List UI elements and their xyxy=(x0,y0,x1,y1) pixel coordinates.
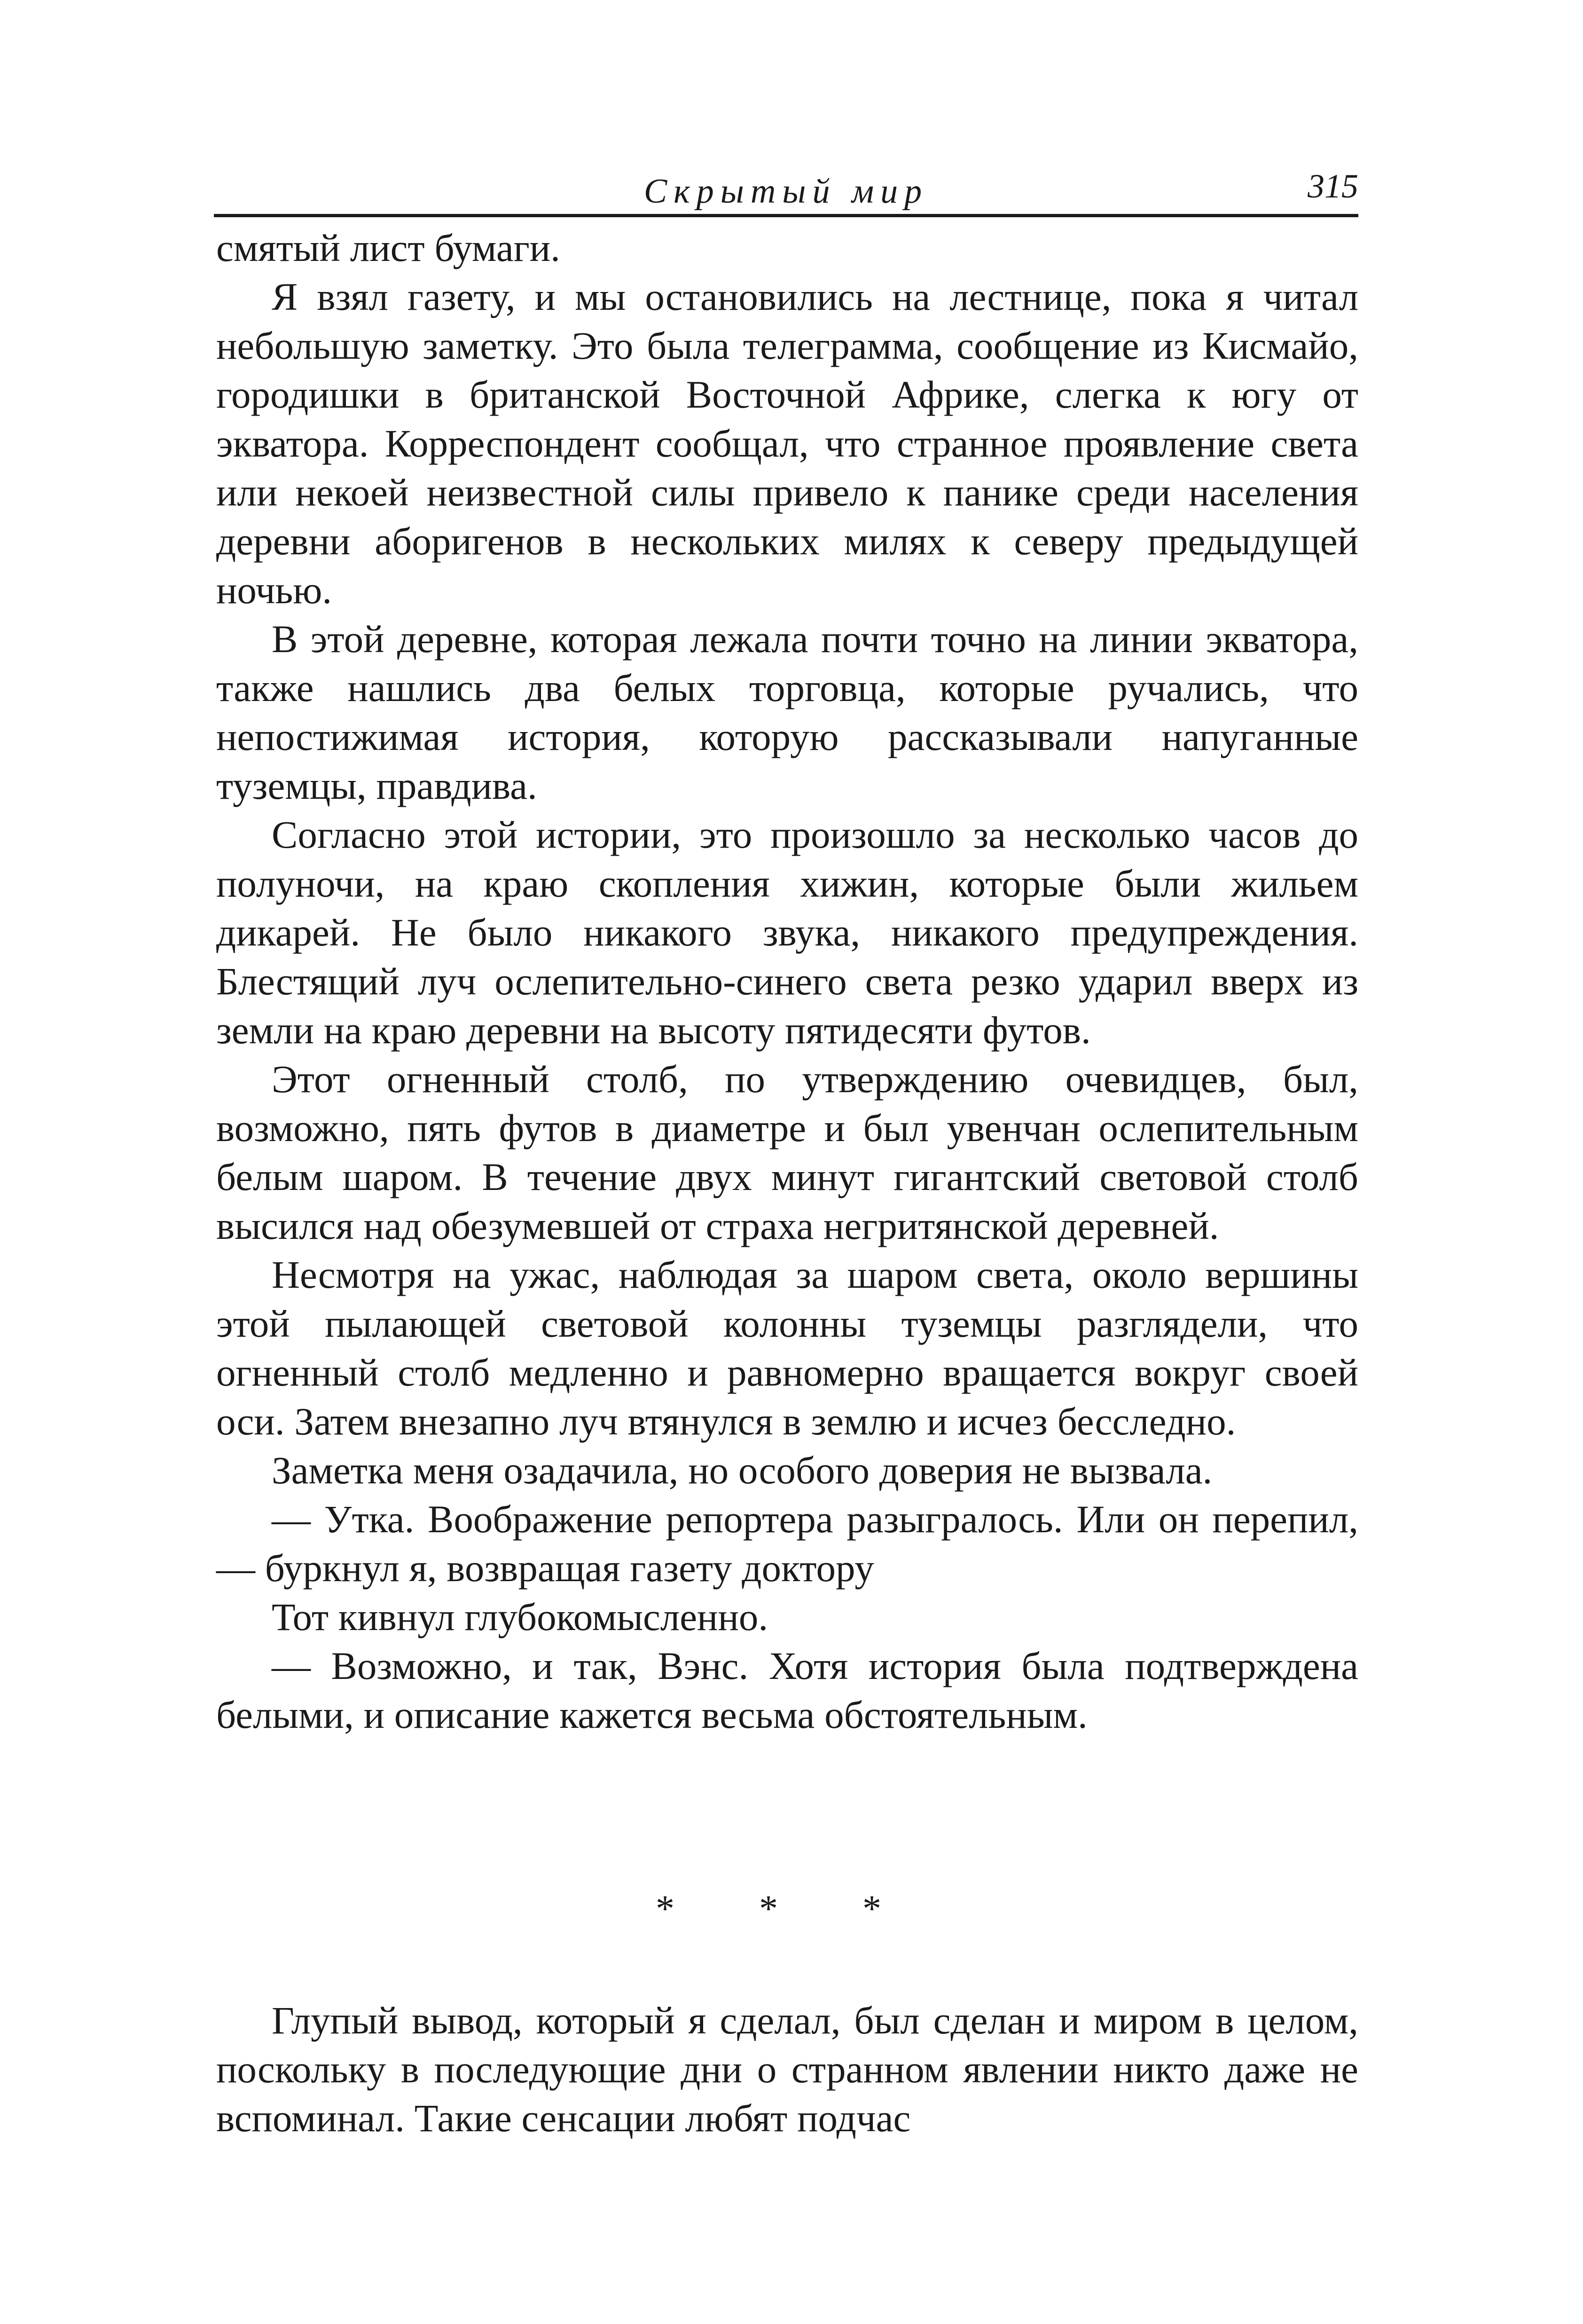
paragraph: Согласно этой истории, это произошло за несколько часов до полуночи, на краю скопления хижин, которые были жильем дикарей. Не было никакого звука, никакого предупреждения. Блестящий луч ослепительно-синего света резко ударил вверх из земли на краю деревни на высоту пятидесяти футов. xyxy=(216,813,1358,1052)
running-title: Скрытый мир xyxy=(643,172,929,211)
paragraph: Я взял газету, и мы остановились на лестнице, пока я читал небольшую заметку. Это была телеграмма, сообщение из Кисмайо, городишки в британской Восточной Африке, слегка к югу от экватора. Корреспондент сообщал, что странное проявление света или некоей неизвестной силы привело к панике среди населения деревни аборигенов в нескольких милях к северу предыдущей ночью. xyxy=(216,275,1358,612)
running-head xyxy=(214,162,1358,214)
paragraph: Несмотря на ужас, наблюдая за шаром света, около вершины этой пылающей световой колонны туземцы разглядели, что огненный столб медленно и равномерно вращается вокруг своей оси. Затем внезапно луч втянулся в землю и исчез бесследно. xyxy=(216,1253,1358,1443)
paragraph: Тот кивнул глубокомысленно. xyxy=(272,1595,768,1639)
paragraph: смятый лист бумаги. xyxy=(216,226,560,269)
section-break: * * * xyxy=(656,1888,919,1930)
header-rule xyxy=(214,214,1358,217)
paragraph: В этой деревне, которая лежала почти точно на линии экватора, также нашлись два белых торговца, которые ручались, что непостижимая история, которую рассказывали напуганные туземцы, правдива. xyxy=(216,617,1358,807)
paragraph: Заметка меня озадачила, но особого доверия не вызвала. xyxy=(272,1449,1213,1492)
paragraph: — Возможно, и так, Вэнс. Хотя история была подтверждена белыми, и описание кажется весьма обстоятельным. xyxy=(216,1644,1358,1736)
paragraph: — Утка. Воображение репортера разыгралось. Или он перепил, — буркнул я, возвращая газету доктору xyxy=(216,1497,1358,1590)
page-number: 315 xyxy=(1308,167,1358,205)
paragraph: Этот огненный столб, по утверждению очевидцев, был, возможно, пять футов в диаметре и был увенчан ослепительным белым шаром. В течение двух минут гигантский световой столб высился над обезумевшей от страха негритянской деревней. xyxy=(216,1057,1358,1247)
paragraph: Глупый вывод, который я сделал, был сделан и миром в целом, поскольку в последующие дни о странном явлении никто даже не вспоминал. Такие сенсации любят подчас xyxy=(216,1999,1358,2140)
main-text xyxy=(216,223,1358,1739)
main-text-continued xyxy=(216,1996,1358,2143)
